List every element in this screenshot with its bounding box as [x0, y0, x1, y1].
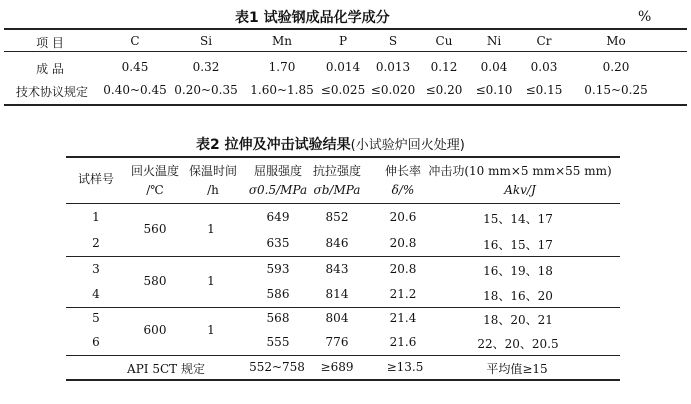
table2-header-impact — [428, 162, 611, 200]
table-cell: 552~758 — [249, 360, 305, 374]
table2-header-temp — [131, 162, 179, 200]
table-cell: 6 — [92, 335, 100, 349]
table-cell-temp: 560 — [143, 222, 167, 236]
table-cell: 4 — [92, 287, 100, 301]
table-cell: 0.03 — [530, 60, 558, 74]
table2-title: 表2 拉伸及冲击试验结果 — [196, 137, 351, 153]
header-line: δ/% — [391, 183, 415, 197]
table-cell: 20.8 — [389, 236, 417, 250]
table-cell: ≤0.20 — [425, 83, 463, 97]
table2-group-rule — [66, 256, 620, 257]
table-cell: 843 — [325, 262, 349, 276]
table-cell: 15、14、17 — [483, 212, 553, 226]
header-line: σ0.5/MPa — [248, 183, 308, 197]
table-cell: ≤0.15 — [525, 83, 563, 97]
table2-header-hold — [189, 162, 237, 200]
table-cell: 804 — [325, 311, 349, 325]
table-cell: 0.32 — [192, 60, 220, 74]
table2-header-rule — [66, 203, 620, 204]
table1-header-c: C — [130, 34, 140, 48]
table-cell: ≥13.5 — [386, 360, 424, 374]
table-cell: 776 — [325, 335, 349, 349]
table-cell: 2 — [92, 236, 100, 250]
table2-top-rule — [66, 156, 620, 158]
table1-header-item: 项 目 — [36, 36, 64, 50]
table1-header-si: Si — [199, 34, 213, 48]
header-line: /h — [207, 183, 219, 197]
table-cell: 0.20~0.35 — [174, 83, 238, 97]
table-cell: 0.12 — [430, 60, 458, 74]
table-cell: 技术协议规定 — [15, 85, 89, 99]
table-cell: 20.6 — [389, 210, 417, 224]
table-cell: 649 — [266, 210, 290, 224]
header-line: 伸长率 — [384, 164, 422, 178]
table-cell: 0.013 — [375, 60, 411, 74]
table1-header-mn: Mn — [271, 34, 293, 48]
table-cell: 852 — [325, 210, 349, 224]
table-cell: 3 — [92, 262, 100, 276]
table-cell: 平均值≥15 — [486, 362, 548, 376]
table1-unit: % — [638, 9, 652, 25]
table1-bottom-rule — [4, 104, 687, 106]
table-cell: 1.60~1.85 — [250, 83, 314, 97]
table2-title-line — [196, 134, 465, 154]
table-cell: 1.70 — [268, 60, 296, 74]
table-cell-spec-label: API 5CT 规定 — [127, 362, 205, 376]
table-cell: ≥689 — [320, 360, 354, 374]
table-cell: 5 — [92, 311, 100, 325]
table2-header-yield — [249, 162, 307, 200]
table2-bottom-rule — [66, 379, 620, 381]
table1-header-mo: Mo — [606, 34, 626, 48]
table-cell: 21.4 — [389, 311, 417, 325]
header-line: Akv/J — [504, 183, 536, 197]
table-cell: 814 — [325, 287, 349, 301]
table-cell: 18、20、21 — [483, 313, 553, 327]
table1-header-ni: Ni — [486, 34, 502, 48]
table-cell: 16、15、17 — [483, 238, 553, 252]
table1-title: 表1 试验钢成品化学成分 — [235, 10, 390, 26]
header-line: 抗拉强度 — [312, 164, 362, 178]
table-cell: 21.6 — [389, 335, 417, 349]
table2-header-tensile — [313, 162, 361, 200]
table-cell: 成 品 — [36, 62, 64, 76]
table-cell: ≤0.020 — [370, 83, 416, 97]
header-line: σb/MPa — [313, 183, 361, 197]
table-cell: 593 — [266, 262, 290, 276]
table-cell: 846 — [325, 236, 349, 250]
table-cell: 21.2 — [389, 287, 417, 301]
header-line: /℃ — [146, 183, 164, 197]
table-cell: 0.014 — [325, 60, 361, 74]
table-cell: 555 — [266, 335, 290, 349]
table-cell: 568 — [266, 311, 290, 325]
table-cell-hold: 1 — [207, 222, 215, 236]
table2-header-sample: 试样号 — [77, 172, 115, 186]
table-cell: 18、16、20 — [483, 289, 553, 303]
table-cell-temp: 580 — [143, 274, 167, 288]
table1-top-rule — [4, 28, 687, 30]
table1-header-cr: Cr — [536, 34, 552, 48]
table2-header-elong — [385, 162, 421, 200]
header-line: 回火温度 — [130, 164, 180, 178]
table-cell-hold: 1 — [207, 274, 215, 288]
table-cell-temp: 600 — [143, 323, 167, 337]
table2-group-rule — [66, 307, 620, 308]
table-cell: 0.15~0.25 — [584, 83, 648, 97]
table-cell: 0.04 — [480, 60, 508, 74]
table-cell: 16、19、18 — [483, 264, 553, 278]
table1-header-p: P — [338, 34, 348, 48]
table-cell-hold: 1 — [207, 323, 215, 337]
table2-group-rule — [66, 355, 620, 356]
header-line: 冲击功(10 mm×5 mm×55 mm) — [428, 164, 612, 178]
table-cell: 22、20、20.5 — [477, 337, 559, 351]
table-cell: 0.45 — [121, 60, 149, 74]
table-cell: 20.8 — [389, 262, 417, 276]
table-cell: 0.20 — [602, 60, 630, 74]
table-cell: 0.40~0.45 — [103, 83, 167, 97]
header-line: 保温时间 — [188, 164, 238, 178]
table-cell: 1 — [92, 210, 100, 224]
table-cell: ≤0.025 — [320, 83, 366, 97]
table1-header-cu: Cu — [435, 34, 453, 48]
table1-header-s: S — [388, 34, 398, 48]
table-cell: 586 — [266, 287, 290, 301]
table1-header-rule — [4, 51, 687, 52]
table-cell: 635 — [266, 236, 290, 250]
header-line: 屈服强度 — [253, 164, 303, 178]
table-cell: ≤0.10 — [475, 83, 513, 97]
table2-title-note: (小试验炉回火处理) — [350, 138, 465, 153]
